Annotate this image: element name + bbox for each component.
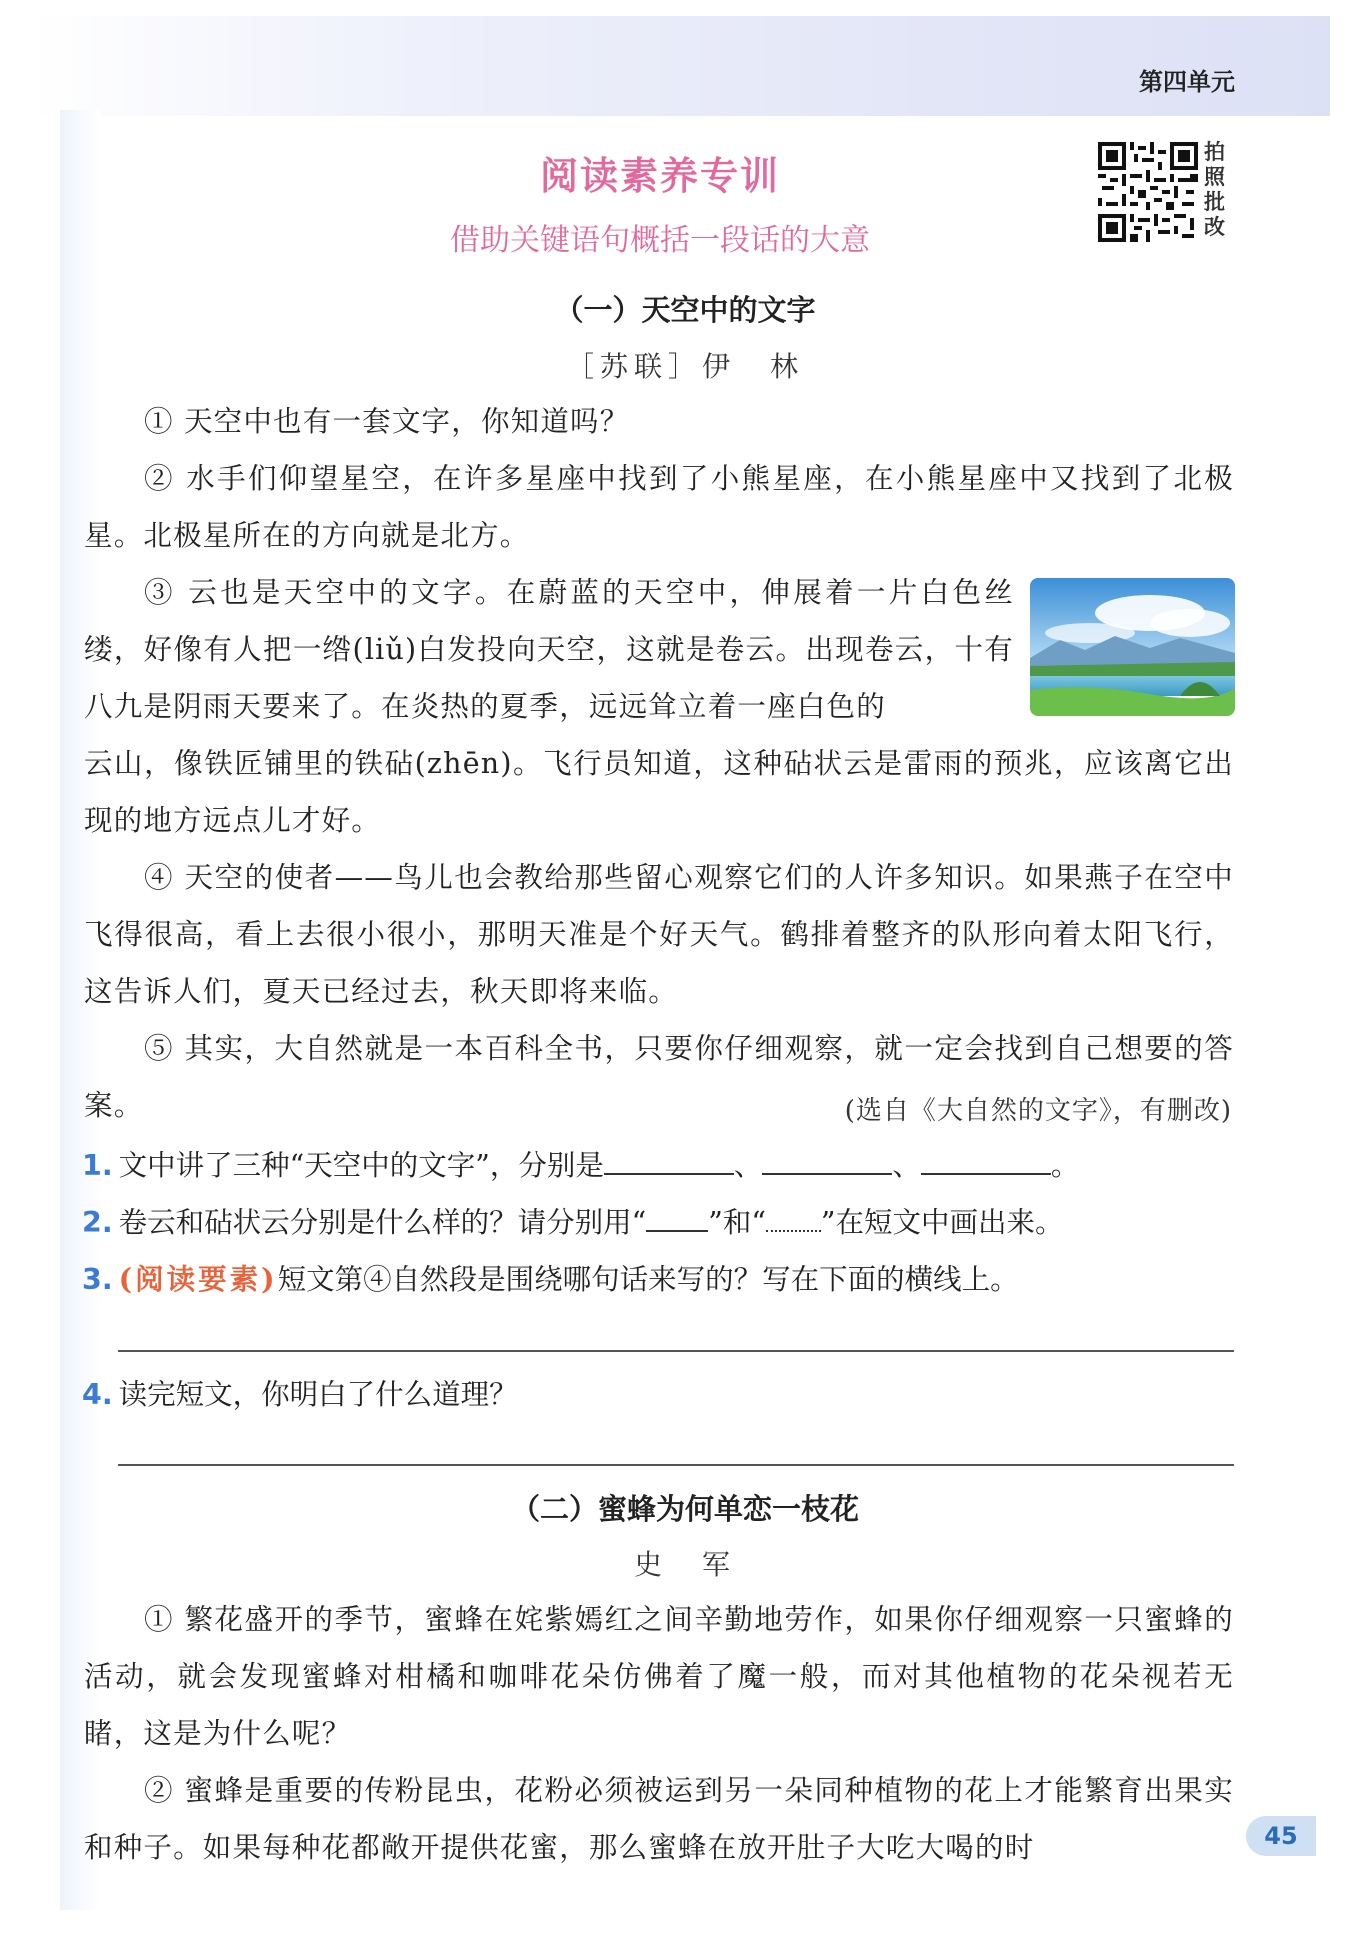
question-2-number: 2. bbox=[82, 1206, 113, 1239]
qr-label: 拍 照 批 改 bbox=[1204, 140, 1225, 239]
page-subtitle: 借助关键语句概括一段话的大意 bbox=[450, 223, 870, 258]
question-4-number: 4. bbox=[82, 1378, 113, 1411]
landscape-image bbox=[1030, 578, 1235, 716]
article1-paragraph-5: ⑤ 其实，大自然就是一本百科全书，只要你仔细观察，就一定会找到自己想要的答案。 bbox=[84, 1032, 1234, 1122]
article1-author: ［苏联］伊 林 bbox=[565, 350, 804, 383]
question-1: 1. 文中讲了三种“天空中的文字”，分别是 、 、 。 bbox=[82, 1149, 1080, 1182]
answer-line-q3[interactable] bbox=[118, 1350, 1234, 1352]
wavy-underline-sample bbox=[766, 1208, 821, 1232]
article1-paragraph-4: ④ 天空的使者——鸟儿也会教给那些留心观察它们的人许多知识。如果燕子在空中飞得很高，看上去很小很小，那明天准是个好天气。鹤排着整齐的队形向着太阳飞行，这告诉人们，夏天已经过去，秋天即将来临。 bbox=[84, 861, 1234, 1008]
page-title: 阅读素养专训 bbox=[539, 154, 780, 198]
straight-underline-sample bbox=[646, 1208, 708, 1232]
article1-title: （一）天空中的文字 bbox=[554, 293, 816, 327]
article1-paragraph-2: ② 水手们仰望星空，在许多星座中找到了小熊星座，在小熊星座中又找到了北极星。北极星所在的方向就是北方。 bbox=[84, 462, 1234, 552]
question-3-number: 3. bbox=[82, 1263, 113, 1296]
question-1-number: 1. bbox=[82, 1149, 113, 1182]
header-band bbox=[30, 16, 1330, 116]
question-4: 4. 读完短文，你明白了什么道理？ bbox=[82, 1378, 518, 1411]
article1-paragraph-3a: ③ 云也是天空中的文字。在蔚蓝的天空中，伸展着一片白色丝缕，好像有人把一绺(liǔ)白发投向天空，这就是卷云。出现卷云，十有八九是阴雨天要来了。在炎热的夏季，远远耸立着一座白色的 bbox=[84, 576, 1014, 723]
article2-title: （二）蜜蜂为何单恋一枝花 bbox=[510, 1492, 859, 1526]
article2-author: 史 军 bbox=[633, 1548, 736, 1581]
reading-element-tag: (阅读要素) bbox=[118, 1262, 278, 1296]
answer-blank-2[interactable] bbox=[762, 1151, 892, 1175]
article2-paragraph-1: ① 繁花盛开的季节，蜜蜂在姹紫嫣红之间辛勤地劳作，如果你仔细观察一只蜜蜂的活动，就会发现蜜蜂对柑橘和咖啡花朵仿佛着了魔一般，而对其他植物的花朵视若无睹，这是为什么呢？ bbox=[84, 1603, 1234, 1750]
article1-paragraph-1: ① 天空中也有一套文字，你知道吗？ bbox=[144, 405, 630, 438]
page-number: 45 bbox=[1246, 1816, 1316, 1856]
answer-blank-3[interactable] bbox=[921, 1151, 1051, 1175]
qr-code-icon[interactable] bbox=[1098, 142, 1198, 242]
article1-paragraph-3b: 云山，像铁匠铺里的铁砧(zhēn)。飞行员知道，这种砧状云是雷雨的预兆，应该离它出现的地方远点儿才好。 bbox=[84, 747, 1234, 837]
answer-blank-1[interactable] bbox=[604, 1151, 734, 1175]
question-2: 2. 卷云和砧状云分别是什么样的？请分别用“ ”和“ ”在短文中画出来。 bbox=[82, 1206, 1064, 1239]
article1-source: (选自《大自然的文字》，有删改) bbox=[844, 1096, 1232, 1126]
article2-paragraph-2: ② 蜜蜂是重要的传粉昆虫，花粉必须被运到另一朵同种植物的花上才能繁育出果实和种子。如果每种花都敞开提供花蜜，那么蜜蜂在放开肚子大吃大喝的时 bbox=[84, 1774, 1234, 1864]
question-3: 3. (阅读要素)短文第④自然段是围绕哪句话来写的？写在下面的横线上。 bbox=[82, 1262, 1019, 1296]
unit-label: 第四单元 bbox=[1139, 68, 1235, 96]
answer-line-q4[interactable] bbox=[118, 1464, 1234, 1466]
